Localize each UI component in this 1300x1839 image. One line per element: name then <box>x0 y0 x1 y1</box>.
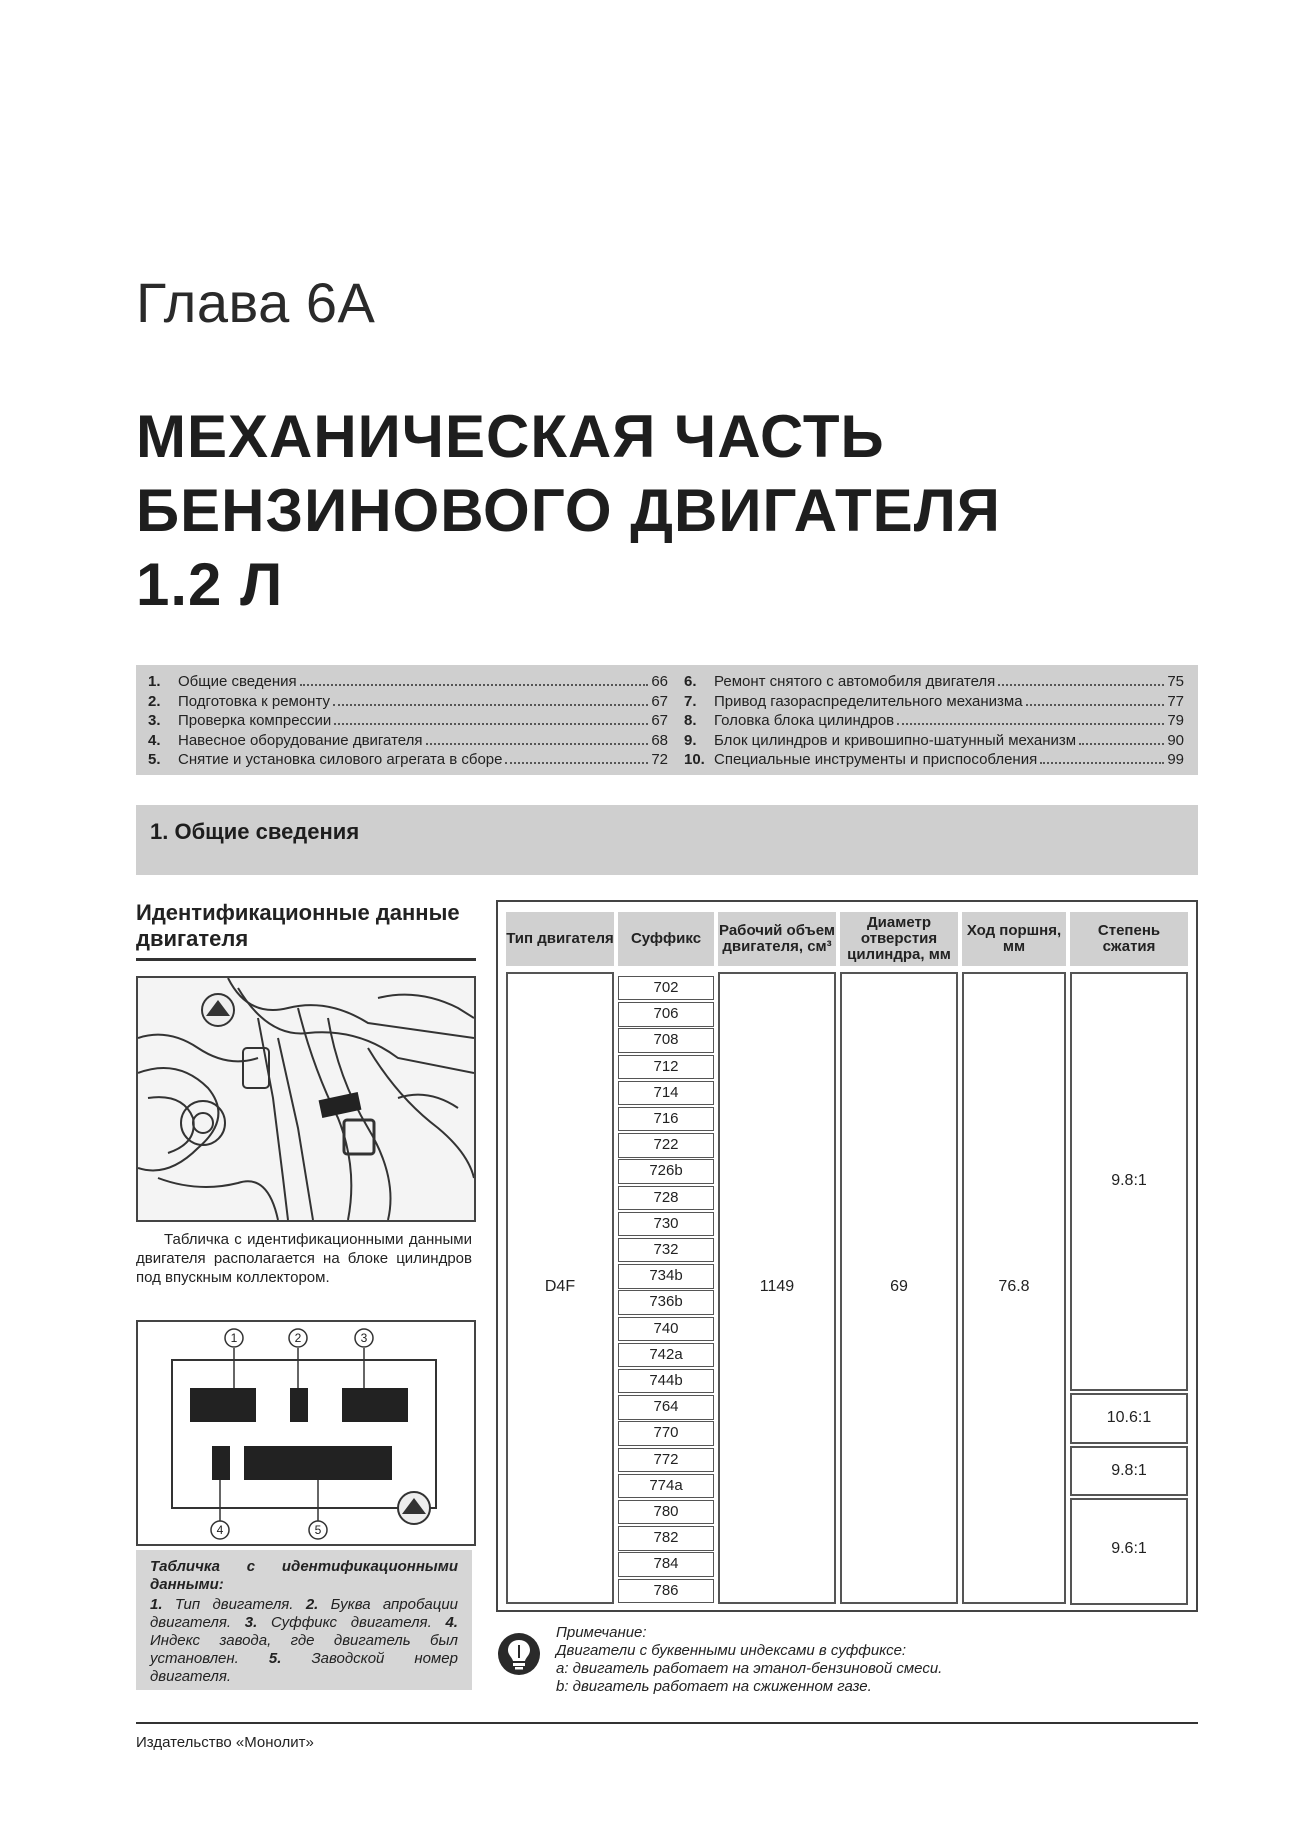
toc-item[interactable] <box>684 751 1184 771</box>
toc-item-page: 77 <box>1167 692 1184 710</box>
ratio-value: 9.6:1 <box>1111 1540 1147 1558</box>
toc-item-number: 3. <box>148 712 161 730</box>
toc-item[interactable] <box>148 732 668 752</box>
table-row-suffix: 716 <box>618 1107 714 1131</box>
toc-item-page: 66 <box>651 673 668 690</box>
col-volume <box>718 972 836 1604</box>
toc-item-page: 67 <box>651 712 668 730</box>
table-row-suffix: 712 <box>618 1055 714 1079</box>
toc-item-number: 9. <box>684 731 697 749</box>
callout-label: 1 <box>230 1331 238 1345</box>
id-plate-legend <box>136 1550 472 1690</box>
id-plate-svg <box>138 1322 474 1544</box>
header-volume: Рабочий объем двигателя, см³ <box>718 912 836 966</box>
toc-item-title: Навесное оборудование двигателя <box>178 731 423 749</box>
table-row-suffix: 770 <box>618 1421 714 1445</box>
table-row-suffix: 734b <box>618 1264 714 1288</box>
engine-data-table <box>496 900 1198 1612</box>
toc-column-right <box>684 673 1184 771</box>
legend-num: 3. <box>244 1614 258 1631</box>
chapter-title-line: БЕНЗИНОВОГО ДВИГАТЕЛЯ <box>136 477 1001 544</box>
stroke-value: 76.8 <box>998 1278 1030 1295</box>
legend-item: Индекс завода, где двигатель был установлен. <box>150 1632 458 1667</box>
callout-label: 3 <box>360 1331 368 1345</box>
header-bore: Диаметр отверстия цилиндра, мм <box>840 912 958 966</box>
toc-leader <box>1026 704 1165 706</box>
table-row-suffix: 708 <box>618 1028 714 1052</box>
engine-symbol-icon <box>202 994 234 1026</box>
table-row-suffix: 714 <box>618 1081 714 1105</box>
toc-item[interactable] <box>684 693 1184 713</box>
toc-item-title: Специальные инструменты и приспособления <box>714 751 1038 769</box>
toc-item-title: Проверка компрессии <box>178 712 332 730</box>
header-stroke: Ход поршня, мм <box>962 912 1066 966</box>
toc-column-left <box>148 673 668 771</box>
legend-item: Заводской номер двигателя. <box>150 1650 458 1685</box>
toc-item[interactable] <box>148 673 668 693</box>
header-engine-type: Тип двигателя <box>506 912 614 966</box>
ratio-group <box>1070 1446 1188 1496</box>
toc-leader <box>505 762 648 764</box>
table-row-suffix: 702 <box>618 976 714 1000</box>
toc-leader <box>426 743 649 745</box>
toc-item-number: 10. <box>684 751 705 769</box>
toc-item-number: 2. <box>148 692 161 710</box>
toc-item-number: 5. <box>148 751 161 769</box>
col-engine-type <box>506 972 614 1604</box>
toc-leader <box>897 723 1164 725</box>
table-row-suffix: 782 <box>618 1526 714 1550</box>
ratio-group <box>1070 1498 1188 1605</box>
footer-divider <box>136 1722 1198 1724</box>
note-lightbulb-icon <box>497 1632 541 1676</box>
table-row-suffix: 774a <box>618 1474 714 1498</box>
legend-item: Тип двигателя. <box>174 1596 294 1613</box>
section-title: 1. Общие сведения <box>150 819 360 844</box>
col-stroke <box>962 972 1066 1604</box>
toc-item-title: Ремонт снятого с автомобиля двигателя <box>714 673 996 690</box>
header-suffix: Суффикс <box>618 912 714 966</box>
toc-item-title: Привод газораспределительного механизма <box>714 692 1023 710</box>
note-block <box>556 1624 1196 1696</box>
table-row-suffix: 744b <box>618 1369 714 1393</box>
toc-item-page: 72 <box>651 751 668 769</box>
legend-num: 2. <box>305 1596 319 1613</box>
callout-label: 2 <box>294 1331 302 1345</box>
table-row-suffix: 706 <box>618 1002 714 1026</box>
toc-leader <box>333 704 648 706</box>
toc-item-page: 99 <box>1167 751 1184 769</box>
legend-item: Буква апробации двигателя. <box>150 1596 459 1631</box>
table-row-suffix: 772 <box>618 1448 714 1472</box>
legend-item: Суффикс двигателя. <box>271 1614 432 1631</box>
toc-item[interactable] <box>684 712 1184 732</box>
toc-item-number: 8. <box>684 712 697 730</box>
photo-caption: Табличка с идентификационными данными двигателя располагается на блоке цилиндров под впускным коллектором. <box>136 1231 472 1286</box>
toc-leader <box>1040 762 1164 764</box>
table-row-suffix: 736b <box>618 1290 714 1314</box>
toc-item-number: 4. <box>148 731 161 749</box>
ratio-group <box>1070 972 1188 1391</box>
engine-symbol-icon <box>398 1492 430 1524</box>
table-row-suffix: 726b <box>618 1159 714 1183</box>
table-row-suffix: 784 <box>618 1552 714 1576</box>
table-row-suffix: 740 <box>618 1317 714 1341</box>
table-row-suffix: 780 <box>618 1500 714 1524</box>
toc-leader <box>998 684 1164 686</box>
toc-item-title: Снятие и установка силового агрегата в сборе <box>178 751 503 769</box>
toc-item[interactable] <box>684 732 1184 752</box>
ratio-value: 10.6:1 <box>1106 1409 1152 1427</box>
legend-text <box>150 1596 458 1686</box>
toc-item-page: 68 <box>651 731 668 749</box>
toc-item-page: 79 <box>1167 712 1184 730</box>
table-row-suffix: 728 <box>618 1186 714 1210</box>
toc-leader <box>1079 743 1164 745</box>
toc-item[interactable] <box>148 712 668 732</box>
table-row-suffix: 764 <box>618 1395 714 1419</box>
note-label: Примечание: <box>556 1624 647 1641</box>
ident-heading: Идентификационные данные двигателя <box>136 900 460 951</box>
callout-label: 5 <box>314 1523 322 1537</box>
table-of-contents <box>136 665 1198 775</box>
ratio-value: 9.8:1 <box>1111 1461 1147 1479</box>
table-row-suffix: 722 <box>618 1133 714 1157</box>
note-intro: Двигатели с буквенными индексами в суффиксе: <box>556 1642 907 1659</box>
toc-leader <box>300 684 649 686</box>
table-row-suffix: 786 <box>618 1579 714 1603</box>
chapter-title-line: 1.2 Л <box>136 551 284 618</box>
toc-item-page: 90 <box>1167 731 1184 749</box>
legend-num: 5. <box>268 1650 282 1667</box>
engine-photo <box>136 976 476 1222</box>
toc-item-number: 6. <box>684 673 697 690</box>
toc-item-title: Блок цилиндров и кривошипно-шатунный механизм <box>714 731 1077 749</box>
publisher-footer: Издательство «Монолит» <box>136 1734 314 1751</box>
toc-item[interactable] <box>148 693 668 713</box>
toc-item-title: Головка блока цилиндров <box>714 712 895 730</box>
legend-heading: Табличка с идентификационными данными: <box>150 1558 458 1593</box>
toc-item-title: Подготовка к ремонту <box>178 692 331 710</box>
toc-item[interactable] <box>684 673 1184 693</box>
table-row-suffix: 730 <box>618 1212 714 1236</box>
legend-num: 4. <box>445 1614 458 1631</box>
engine-line-drawing <box>138 978 474 1220</box>
toc-item-number: 7. <box>684 692 697 710</box>
col-bore <box>840 972 958 1604</box>
note-line: a: двигатель работает на этанол-бензиновой смеси. <box>556 1660 943 1677</box>
header-ratio: Степень сжатия <box>1070 912 1188 966</box>
note-line: b: двигатель работает на сжиженном газе. <box>556 1678 872 1695</box>
heading-divider <box>136 958 476 961</box>
ratio-group <box>1070 1393 1188 1443</box>
toc-leader <box>334 723 648 725</box>
ratio-value: 9.8:1 <box>1111 1171 1147 1189</box>
bore-value: 69 <box>890 1278 908 1295</box>
engine-type-value: D4F <box>544 1278 576 1295</box>
section-header <box>136 805 1198 875</box>
toc-item-page: 75 <box>1167 673 1184 690</box>
callout-label: 4 <box>216 1523 224 1537</box>
chapter-title-line: МЕХАНИЧЕСКАЯ ЧАСТЬ <box>136 403 885 470</box>
id-plate-diagram <box>136 1320 476 1546</box>
toc-item-number: 1. <box>148 673 161 690</box>
chapter-title <box>136 400 1001 622</box>
table-row-suffix: 742a <box>618 1343 714 1367</box>
table-row-suffix: 732 <box>618 1238 714 1262</box>
toc-item[interactable] <box>148 751 668 771</box>
toc-item-page: 67 <box>651 692 668 710</box>
legend-num: 1. <box>150 1596 163 1613</box>
chapter-label: Глава 6А <box>136 271 376 334</box>
toc-item-title: Общие сведения <box>178 673 297 690</box>
volume-value: 1149 <box>759 1278 795 1295</box>
